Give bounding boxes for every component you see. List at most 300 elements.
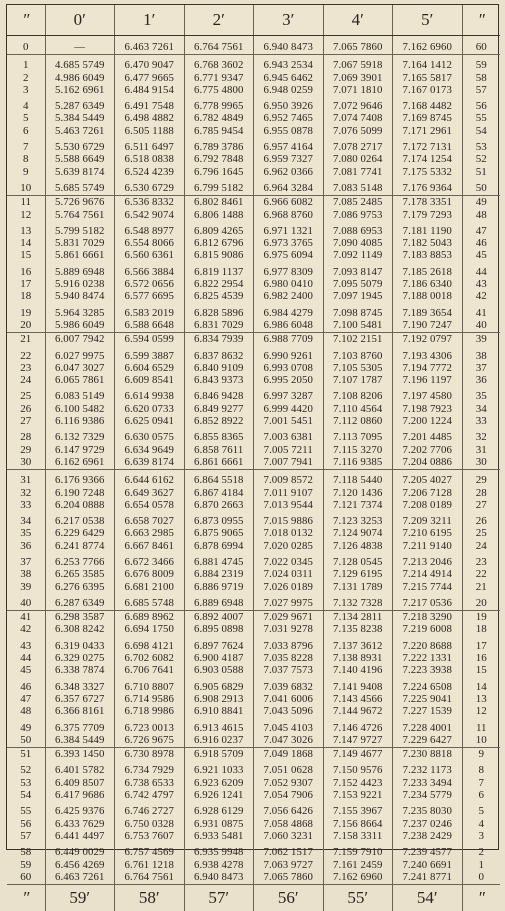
log-value-cell: 5.861 6661 <box>45 249 115 261</box>
log-value-cell: 7.129 6195 <box>323 568 393 580</box>
log-value-cell: 6.846 9428 <box>184 386 254 402</box>
seconds-label-right: 4 <box>462 818 500 830</box>
log-value-cell: 7.197 4580 <box>393 386 463 402</box>
log-value-cell: 7.081 7741 <box>323 166 393 178</box>
footer-minute-57: 57′ <box>184 885 254 911</box>
log-value-cell: 7.176 9364 <box>393 178 463 196</box>
log-value-cell: 6.663 2985 <box>115 527 185 539</box>
log-value-cell: 6.782 4849 <box>184 112 254 124</box>
seconds-label-left: 54 <box>20 789 32 802</box>
log-value-cell: 5.530 6729 <box>45 137 115 153</box>
seconds-label-left: 46 <box>20 680 32 693</box>
header-minute-4: 4′ <box>323 5 393 36</box>
log-value-cell: 6.614 9938 <box>115 386 185 402</box>
seconds-label-right: 6 <box>462 789 500 801</box>
log-value-cell: 6.588 6648 <box>115 319 185 333</box>
log-value-cell: 6.536 8332 <box>115 196 185 209</box>
seconds-label-left: 33 <box>20 498 32 511</box>
log-value-cell: 7.085 2485 <box>323 196 393 209</box>
log-value-cell: 6.620 0733 <box>115 403 185 415</box>
log-value-cell: 6.417 9686 <box>45 789 115 801</box>
seconds-label-left: 41 <box>20 611 32 624</box>
log-value-cell: 7.135 8238 <box>323 623 393 635</box>
seconds-label-left: 52 <box>20 764 32 777</box>
log-value-cell: 6.931 0875 <box>184 818 254 830</box>
log-value-cell: 7.202 7706 <box>393 444 463 456</box>
log-value-cell: 6.667 8461 <box>115 540 185 552</box>
seconds-label-left: 26 <box>20 402 32 415</box>
log-value-cell: 6.867 4184 <box>184 487 254 499</box>
log-value-cell: 7.239 4577 <box>393 842 463 858</box>
seconds-label-left: 60 <box>7 871 45 885</box>
log-value-cell: 7.001 5451 <box>254 415 324 427</box>
seconds-label-right: 54 <box>462 125 500 137</box>
log-value-cell: 6.837 8632 <box>184 346 254 362</box>
seconds-label-right: 7 <box>462 777 500 789</box>
log-value-cell: 7.022 0345 <box>254 552 324 568</box>
table-row <box>7 777 500 789</box>
seconds-label-left: 27 <box>20 415 32 428</box>
log-value-cell: 6.718 9986 <box>115 705 185 717</box>
log-value-cell: 6.962 0366 <box>254 166 324 178</box>
table-row <box>7 153 500 165</box>
log-value-cell: 6.685 5748 <box>115 593 185 611</box>
seconds-label-right: 30 <box>462 456 500 470</box>
log-value-cell: 6.913 4615 <box>184 718 254 734</box>
log-value-cell: 6.764 7561 <box>184 36 254 55</box>
table-row <box>7 333 500 346</box>
log-value-cell: 6.357 6727 <box>45 693 115 705</box>
log-value-cell: 6.710 8807 <box>115 677 185 693</box>
log-value-cell: 7.189 3654 <box>393 303 463 319</box>
log-value-cell: 7.047 3026 <box>254 734 324 748</box>
table-row <box>7 303 500 319</box>
log-value-cell: 7.171 2961 <box>393 125 463 137</box>
log-value-cell: 7.067 5918 <box>323 55 393 72</box>
seconds-label-left: 37 <box>20 555 32 568</box>
seconds-label-left: 21 <box>20 333 32 346</box>
log-value-cell: 6.926 1241 <box>184 789 254 801</box>
log-value-cell: 6.768 3602 <box>184 55 254 72</box>
log-value-cell: 6.253 7766 <box>45 552 115 568</box>
seconds-label-left: 19 <box>20 306 32 319</box>
seconds-label-right: 15 <box>462 664 500 676</box>
log-value-cell: 7.143 4566 <box>323 693 393 705</box>
log-value-cell: 7.058 4868 <box>254 818 324 830</box>
log-value-cell: 6.083 5149 <box>45 386 115 402</box>
seconds-label-right: 58 <box>462 72 500 84</box>
footer-minute-55: 55′ <box>323 885 393 911</box>
seconds-label-right: 47 <box>462 221 500 237</box>
seconds-label-right: 42 <box>462 290 500 302</box>
log-value-cell: 6.572 0656 <box>115 278 185 290</box>
log-value-cell: 6.505 1188 <box>115 125 185 137</box>
log-value-cell: 7.123 3253 <box>323 511 393 527</box>
footer-minute-56: 56′ <box>254 885 324 911</box>
log-value-cell: 6.441 4497 <box>45 830 115 842</box>
seconds-label-left: 30 <box>7 456 45 470</box>
log-value-cell: 5.764 7561 <box>45 209 115 221</box>
table-row <box>7 705 500 717</box>
log-value-cell: 7.065 7860 <box>323 36 393 55</box>
table-row <box>7 290 500 302</box>
log-value-cell: 7.201 4485 <box>393 427 463 443</box>
log-value-cell: 6.298 3587 <box>45 611 115 624</box>
log-value-cell: 6.908 2913 <box>184 693 254 705</box>
seconds-label-left: 6 <box>23 124 29 137</box>
log-value-cell: 6.463 7261 <box>115 36 185 55</box>
log-value-cell: 7.020 0285 <box>254 540 324 552</box>
table-row <box>7 487 500 499</box>
log-value-cell: 7.097 1945 <box>323 290 393 302</box>
log-value-cell: 6.702 6082 <box>115 652 185 664</box>
table-row <box>7 444 500 456</box>
log-value-cell: 6.375 7709 <box>45 718 115 734</box>
log-value-cell: 7.193 4306 <box>393 346 463 362</box>
log-value-cell: 6.654 0578 <box>115 499 185 511</box>
table-row <box>7 611 500 624</box>
table-row <box>7 693 500 705</box>
log-value-cell: 6.518 0838 <box>115 153 185 165</box>
header-seconds-left: ″ <box>7 5 45 36</box>
log-value-cell: 5.916 0238 <box>45 278 115 290</box>
seconds-label-right: 40 <box>462 319 500 333</box>
table-row <box>7 748 500 761</box>
log-value-cell: 7.093 8147 <box>323 262 393 278</box>
seconds-label-right: 22 <box>462 568 500 580</box>
seconds-label-left: 49 <box>20 721 32 734</box>
seconds-label-left: 15 <box>20 249 32 262</box>
log-value-cell: 7.056 6426 <box>254 801 324 817</box>
log-value-cell: 6.834 7939 <box>184 333 254 346</box>
table-row <box>7 830 500 842</box>
log-value-cell: 6.742 4797 <box>115 789 185 801</box>
log-value-cell: 6.905 6829 <box>184 677 254 693</box>
log-value-cell: 6.609 8541 <box>115 374 185 386</box>
table-row <box>7 96 500 112</box>
seconds-label-right: 43 <box>462 278 500 290</box>
log-value-cell: 6.287 6349 <box>45 593 115 611</box>
seconds-label-right: 37 <box>462 362 500 374</box>
log-value-cell: 5.799 5182 <box>45 221 115 237</box>
seconds-label-right: 2 <box>462 842 500 858</box>
log-value-cell: 6.884 2319 <box>184 568 254 580</box>
seconds-label-left: 3 <box>23 83 29 96</box>
log-value-cell: 5.986 6049 <box>45 319 115 333</box>
table-row <box>7 178 500 196</box>
log-value-cell: 6.968 8760 <box>254 209 324 221</box>
table-row <box>7 237 500 249</box>
table-header <box>7 5 500 36</box>
log-value-cell: 5.940 8474 <box>45 290 115 302</box>
log-value-cell: 7.155 3967 <box>323 801 393 817</box>
log-value-cell: 5.639 8174 <box>45 166 115 178</box>
log-value-cell: 6.999 4420 <box>254 403 324 415</box>
log-value-cell: 6.959 7327 <box>254 153 324 165</box>
seconds-label-left: 47 <box>20 692 32 705</box>
log-value-cell: 7.065 7860 <box>254 871 324 885</box>
seconds-label-right: 17 <box>462 636 500 652</box>
table-row <box>7 196 500 209</box>
log-value-cell: 7.200 1224 <box>393 415 463 427</box>
log-value-cell: 6.955 0878 <box>254 125 324 137</box>
log-value-cell: 7.208 0189 <box>393 499 463 511</box>
log-value-cell: 6.986 6048 <box>254 319 324 333</box>
seconds-label-right: 36 <box>462 374 500 386</box>
log-value-cell: 6.975 6094 <box>254 249 324 261</box>
header-minute-0: 0′ <box>45 5 115 36</box>
log-value-cell: 7.162 6960 <box>393 36 463 55</box>
log-value-cell: 7.131 1789 <box>323 581 393 593</box>
log-value-cell: 7.210 6195 <box>393 527 463 539</box>
log-value-cell: 7.088 6953 <box>323 221 393 237</box>
log-value-cell: 7.169 8745 <box>393 112 463 124</box>
log-value-cell: 6.828 5896 <box>184 303 254 319</box>
log-value-cell: 7.027 9975 <box>254 593 324 611</box>
seconds-label-right: 12 <box>462 705 500 717</box>
log-value-cell: 5.287 6349 <box>45 96 115 112</box>
seconds-label-right: 33 <box>462 415 500 427</box>
log-value-cell: 6.948 0259 <box>254 84 324 96</box>
log-value-cell: 5.463 7261 <box>45 125 115 137</box>
log-value-cell: 7.240 6691 <box>393 859 463 871</box>
log-value-cell: 6.604 6529 <box>115 362 185 374</box>
seconds-label-left: 24 <box>20 374 32 387</box>
log-value-cell: 7.153 9221 <box>323 789 393 801</box>
log-value-cell: 6.843 9373 <box>184 374 254 386</box>
log-value-cell: 6.639 8174 <box>115 456 185 470</box>
seconds-label-left: 35 <box>20 527 32 540</box>
log-value-cell: 6.542 9074 <box>115 209 185 221</box>
table-row <box>7 386 500 402</box>
log-value-cell: 7.228 4001 <box>393 718 463 734</box>
log-value-cell: 7.049 1868 <box>254 748 324 761</box>
table-row <box>7 636 500 652</box>
log-value-cell: 6.644 6162 <box>115 470 185 487</box>
log-value-cell: 7.134 2811 <box>323 611 393 624</box>
log-value-cell: 7.152 4423 <box>323 777 393 789</box>
seconds-label-right: 60 <box>462 36 500 55</box>
log-value-cell: 7.043 5096 <box>254 705 324 717</box>
table-row <box>7 734 500 748</box>
table-row <box>7 677 500 693</box>
log-value-cell: 7.209 3211 <box>393 511 463 527</box>
log-value-cell: 6.806 1488 <box>184 209 254 221</box>
seconds-label-left: 38 <box>20 568 32 581</box>
table-row <box>7 511 500 527</box>
log-value-cell: 6.229 6429 <box>45 527 115 539</box>
log-value-cell: 7.013 9544 <box>254 499 324 511</box>
log-value-cell: 7.052 9307 <box>254 777 324 789</box>
log-value-cell: 6.634 9649 <box>115 444 185 456</box>
log-value-cell: 6.065 7861 <box>45 374 115 386</box>
seconds-label-right: 28 <box>462 487 500 499</box>
log-value-cell: 6.147 9729 <box>45 444 115 456</box>
seconds-label-right: 1 <box>462 859 500 871</box>
log-value-cell: 7.224 6508 <box>393 677 463 693</box>
seconds-label-left: 32 <box>20 486 32 499</box>
log-value-cell: 7.060 3231 <box>254 830 324 842</box>
log-value-cell: 7.234 5779 <box>393 789 463 801</box>
log-value-cell: 7.232 1173 <box>393 760 463 776</box>
seconds-label-right: 50 <box>462 178 500 196</box>
seconds-label-right: 38 <box>462 346 500 362</box>
log-value-cell: 7.188 0018 <box>393 290 463 302</box>
seconds-label-left: 42 <box>20 623 32 636</box>
table-row <box>7 871 500 885</box>
log-value-cell: 6.785 9454 <box>184 125 254 137</box>
log-value-cell: 5.685 5749 <box>45 178 115 196</box>
log-value-cell: 6.384 5449 <box>45 734 115 748</box>
log-value-cell: 6.995 2050 <box>254 374 324 386</box>
log-value-cell: 6.861 6661 <box>184 456 254 470</box>
seconds-label-right: 45 <box>462 249 500 261</box>
log-value-cell: 6.681 2100 <box>115 581 185 593</box>
log-value-cell: 6.746 2727 <box>115 801 185 817</box>
log-value-cell: 6.329 0275 <box>45 652 115 664</box>
log-value-cell: 7.105 5305 <box>323 362 393 374</box>
log-value-cell: 5.889 6948 <box>45 262 115 278</box>
log-value-cell: 6.809 4265 <box>184 221 254 237</box>
log-value-cell: 7.168 4482 <box>393 96 463 112</box>
seconds-label-left: 9 <box>23 165 29 178</box>
log-value-cell: 6.723 0013 <box>115 718 185 734</box>
log-value-cell: 6.945 6462 <box>254 72 324 84</box>
table-row <box>7 415 500 427</box>
log-value-cell: 7.033 8796 <box>254 636 324 652</box>
log-value-cell: 6.348 3327 <box>45 677 115 693</box>
seconds-label-left: 51 <box>20 748 32 761</box>
table-row <box>7 278 500 290</box>
header-minute-5: 5′ <box>393 5 463 36</box>
seconds-label-right: 10 <box>462 734 500 748</box>
log-value-cell: 6.308 8242 <box>45 623 115 635</box>
log-value-cell: 7.164 1412 <box>393 55 463 72</box>
log-value-cell: 6.910 8841 <box>184 705 254 717</box>
log-value-cell: 7.238 2429 <box>393 830 463 842</box>
log-value-cell: 7.233 3494 <box>393 777 463 789</box>
log-value-cell: 7.120 1436 <box>323 487 393 499</box>
table-row <box>7 818 500 830</box>
table-row <box>7 72 500 84</box>
log-value-cell: 5.384 5449 <box>45 112 115 124</box>
seconds-label-right: 3 <box>462 830 500 842</box>
log-value-cell: 6.831 7029 <box>184 319 254 333</box>
log-value-cell: 7.218 3290 <box>393 611 463 624</box>
log-value-cell: 7.095 5079 <box>323 278 393 290</box>
log-value-cell: 6.993 0708 <box>254 362 324 374</box>
log-value-cell: 6.484 9154 <box>115 84 185 96</box>
footer-seconds-left: ″ <box>7 885 45 911</box>
seconds-label-left: 43 <box>20 639 32 652</box>
log-value-cell: 7.190 7247 <box>393 319 463 333</box>
log-value-cell: 6.676 8009 <box>115 568 185 580</box>
log-value-cell: 6.789 3786 <box>184 137 254 153</box>
log-value-cell: 6.566 3884 <box>115 262 185 278</box>
log-value-cell: 7.118 5440 <box>323 470 393 487</box>
table-row <box>7 456 500 470</box>
log-value-cell: 7.150 9576 <box>323 760 393 776</box>
log-value-cell: 7.149 4677 <box>323 748 393 761</box>
seconds-label-right: 56 <box>462 96 500 112</box>
log-value-cell: 6.775 4800 <box>184 84 254 96</box>
log-value-cell: 7.005 7211 <box>254 444 324 456</box>
log-value-cell: 7.227 1539 <box>393 705 463 717</box>
log-value-cell: 6.217 0538 <box>45 511 115 527</box>
log-value-cell: 6.792 7848 <box>184 153 254 165</box>
footer-minute-54: 54′ <box>393 885 463 911</box>
log-value-cell: 6.319 0433 <box>45 636 115 652</box>
seconds-label-right: 13 <box>462 693 500 705</box>
log-value-cell: 6.714 9586 <box>115 693 185 705</box>
log-value-cell: 6.973 3765 <box>254 237 324 249</box>
seconds-label-right: 53 <box>462 137 500 153</box>
seconds-label-right: 9 <box>462 748 500 761</box>
log-value-cell: 6.393 1450 <box>45 748 115 761</box>
seconds-label-left: 12 <box>20 208 32 221</box>
seconds-label-left: 28 <box>20 431 32 444</box>
log-value-cell: 7.138 8931 <box>323 652 393 664</box>
log-table <box>7 5 500 911</box>
seconds-label-left: 22 <box>20 349 32 362</box>
seconds-label-right: 34 <box>462 403 500 415</box>
log-value-cell: 6.491 7548 <box>115 96 185 112</box>
log-table-page <box>6 4 499 908</box>
seconds-label-right: 35 <box>462 386 500 402</box>
log-value-cell: 6.878 6994 <box>184 540 254 552</box>
log-value-cell: 6.498 4882 <box>115 112 185 124</box>
log-value-cell: 6.778 9965 <box>184 96 254 112</box>
log-value-cell: 7.071 1810 <box>323 84 393 96</box>
log-value-cell: 7.165 5817 <box>393 72 463 84</box>
log-value-cell: 6.425 9376 <box>45 801 115 817</box>
log-value-cell: 6.855 8365 <box>184 427 254 443</box>
log-value-cell: 6.977 8309 <box>254 262 324 278</box>
log-value-cell: 6.241 8774 <box>45 540 115 552</box>
log-value-cell: 6.753 7607 <box>115 830 185 842</box>
seconds-label-right: 23 <box>462 552 500 568</box>
table-row <box>7 166 500 178</box>
log-value-cell: 6.409 8507 <box>45 777 115 789</box>
seconds-label-right: 44 <box>462 262 500 278</box>
table-row <box>7 540 500 552</box>
table-row <box>7 581 500 593</box>
seconds-label-left: 31 <box>20 474 32 487</box>
log-value-cell: 7.026 0189 <box>254 581 324 593</box>
log-value-cell: 6.822 2954 <box>184 278 254 290</box>
table-row <box>7 801 500 817</box>
table-row <box>7 55 500 72</box>
log-value-cell: 7.222 1331 <box>393 652 463 664</box>
log-value-cell: 6.176 9366 <box>45 470 115 487</box>
header-minute-1: 1′ <box>115 5 185 36</box>
table-row <box>7 859 500 871</box>
log-value-cell: 7.076 5099 <box>323 125 393 137</box>
log-value-cell: 6.027 9975 <box>45 346 115 362</box>
log-value-cell: 7.162 6960 <box>323 871 393 885</box>
log-value-cell: 6.190 7248 <box>45 487 115 499</box>
log-value-cell: 6.812 6796 <box>184 237 254 249</box>
log-value-cell: 6.560 6361 <box>115 249 185 261</box>
log-value-cell: 7.161 2459 <box>323 859 393 871</box>
log-value-cell: 7.186 6340 <box>393 278 463 290</box>
table-row <box>7 112 500 124</box>
table-row <box>7 842 500 858</box>
seconds-label-left: 23 <box>20 361 32 374</box>
seconds-label-right: 27 <box>462 499 500 511</box>
seconds-label-left: 36 <box>20 539 32 552</box>
log-value-cell: 7.086 9753 <box>323 209 393 221</box>
